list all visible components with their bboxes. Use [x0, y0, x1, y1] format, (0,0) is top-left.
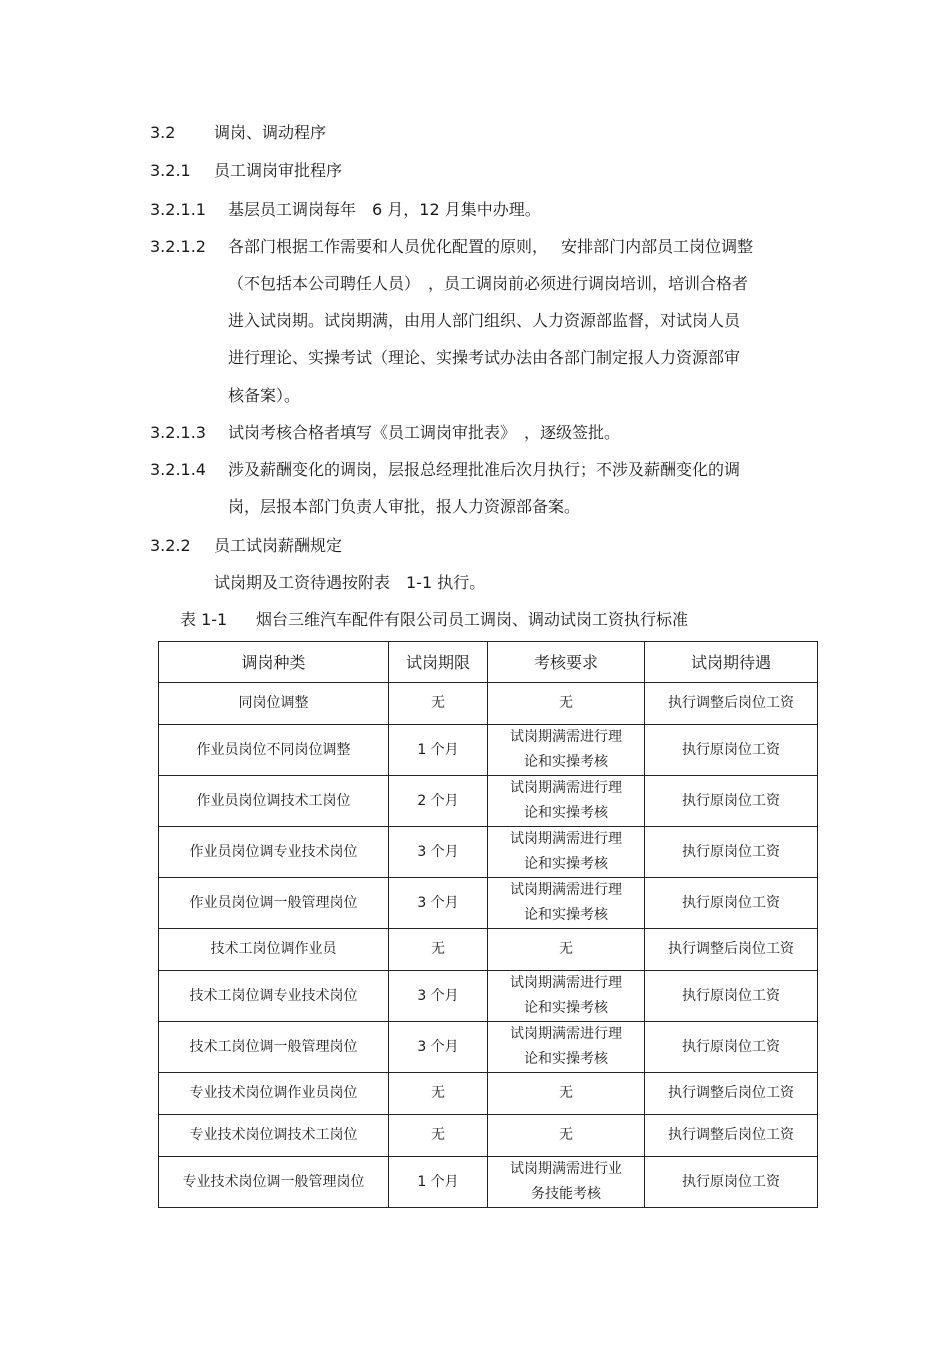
table-row [159, 1022, 818, 1073]
cell-trial-pay: 执行原岗位工资 [645, 971, 818, 1022]
cell-assessment: 试岗期满需进行理论和实操考核 [488, 1022, 645, 1073]
cell-trial-period: 3 个月 [389, 1022, 488, 1073]
section-title: 员工调岗审批程序 [214, 161, 343, 180]
paragraph-line: 进入试岗期。试岗期满，由用人部门组织、人力资源部监督，对试岗人员 [228, 311, 741, 330]
paragraph-line: 岗，层报本部门负责人审批，报人力资源部备案。 [228, 497, 581, 516]
section-number: 3.2.1.3 [150, 423, 206, 442]
cell-trial-period: 3 个月 [389, 878, 488, 929]
cell-transfer-type: 技术工岗位调作业员 [159, 929, 389, 971]
table-row [159, 971, 818, 1022]
paragraph-line: 涉及薪酬变化的调岗，层报总经理批准后次月执行；不涉及薪酬变化的调 [228, 460, 741, 479]
cell-assessment: 试岗期满需进行理论和实操考核 [488, 971, 645, 1022]
header-trial-pay: 试岗期待遇 [645, 642, 818, 683]
section-text: 试岗考核合格者填写《员工调岗审批表》 ，逐级签批。 [228, 423, 621, 442]
section-title: 员工试岗薪酬规定 [214, 536, 343, 555]
table-body [159, 683, 818, 1208]
section-3-2-2-body: 试岗期及工资待遇按附表 1-1 执行。 [214, 573, 486, 592]
cell-assessment: 无 [488, 929, 645, 971]
header-trial-period: 试岗期限 [389, 642, 488, 683]
header-assessment: 考核要求 [488, 642, 645, 683]
cell-trial-pay: 执行调整后岗位工资 [645, 929, 818, 971]
table-row [159, 827, 818, 878]
table-row [159, 878, 818, 929]
cell-trial-period: 1 个月 [389, 725, 488, 776]
paragraph-line: （不包括本公司聘任人员） ，员工调岗前必须进行调岗培训，培训合格者 [228, 274, 749, 293]
table-row [159, 1115, 818, 1157]
paragraph-line: 核备案）。 [228, 386, 301, 405]
cell-trial-pay: 执行原岗位工资 [645, 827, 818, 878]
cell-trial-pay: 执行调整后岗位工资 [645, 1073, 818, 1115]
cell-trial-pay: 执行调整后岗位工资 [645, 683, 818, 725]
section-number: 3.2.1 [150, 161, 191, 180]
section-number: 3.2.2 [150, 536, 191, 555]
cell-assessment: 试岗期满需进行理论和实操考核 [488, 878, 645, 929]
section-text: 基层员工调岗每年 6 月，12 月集中办理。 [228, 200, 541, 219]
cell-assessment: 无 [488, 1073, 645, 1115]
table-row [159, 1157, 818, 1208]
paragraph-line: 进行理论、实操考试（理论、实操考试办法由各部门制定报人力资源部审 [228, 348, 741, 367]
cell-assessment: 试岗期满需进行理论和实操考核 [488, 725, 645, 776]
section-number: 3.2.1.1 [150, 200, 206, 219]
cell-trial-period: 无 [389, 1115, 488, 1157]
cell-transfer-type: 专业技术岗位调技术工岗位 [159, 1115, 389, 1157]
cell-assessment: 试岗期满需进行业务技能考核 [488, 1157, 645, 1208]
cell-transfer-type: 作业员岗位调一般管理岗位 [159, 878, 389, 929]
table-row [159, 776, 818, 827]
cell-trial-pay: 执行原岗位工资 [645, 878, 818, 929]
table-row [159, 1073, 818, 1115]
cell-trial-period: 无 [389, 929, 488, 971]
salary-standard-table [158, 641, 818, 1208]
section-number: 3.2.1.4 [150, 460, 206, 479]
cell-trial-pay: 执行原岗位工资 [645, 1157, 818, 1208]
cell-trial-pay: 执行调整后岗位工资 [645, 1115, 818, 1157]
table-row [159, 683, 818, 725]
cell-assessment: 无 [488, 683, 645, 725]
cell-transfer-type: 作业员岗位不同岗位调整 [159, 725, 389, 776]
cell-trial-period: 无 [389, 1073, 488, 1115]
table-row [159, 725, 818, 776]
header-transfer-type: 调岗种类 [159, 642, 389, 683]
cell-transfer-type: 同岗位调整 [159, 683, 389, 725]
cell-trial-period: 1 个月 [389, 1157, 488, 1208]
table-row [159, 929, 818, 971]
table-number: 表 1-1 [180, 610, 228, 629]
cell-transfer-type: 技术工岗位调专业技术岗位 [159, 971, 389, 1022]
paragraph-line: 各部门根据工作需要和人员优化配置的原则， 安排部门内部员工岗位调整 [228, 237, 754, 256]
cell-transfer-type: 技术工岗位调一般管理岗位 [159, 1022, 389, 1073]
cell-trial-period: 无 [389, 683, 488, 725]
cell-assessment: 试岗期满需进行理论和实操考核 [488, 827, 645, 878]
table-title: 烟台三维汽车配件有限公司员工调岗、调动试岗工资执行标准 [256, 610, 689, 629]
cell-transfer-type: 专业技术岗位调一般管理岗位 [159, 1157, 389, 1208]
cell-trial-pay: 执行原岗位工资 [645, 725, 818, 776]
cell-trial-period: 3 个月 [389, 971, 488, 1022]
cell-trial-pay: 执行原岗位工资 [645, 776, 818, 827]
cell-assessment: 试岗期满需进行理论和实操考核 [488, 776, 645, 827]
section-number: 3.2.1.2 [150, 237, 206, 256]
cell-transfer-type: 专业技术岗位调作业员岗位 [159, 1073, 389, 1115]
table-header-row [159, 642, 818, 683]
cell-trial-period: 3 个月 [389, 827, 488, 878]
cell-trial-pay: 执行原岗位工资 [645, 1022, 818, 1073]
cell-transfer-type: 作业员岗位调技术工岗位 [159, 776, 389, 827]
section-number: 3.2 [150, 123, 176, 142]
section-title: 调岗、调动程序 [214, 123, 327, 142]
cell-assessment: 无 [488, 1115, 645, 1157]
cell-trial-period: 2 个月 [389, 776, 488, 827]
cell-transfer-type: 作业员岗位调专业技术岗位 [159, 827, 389, 878]
